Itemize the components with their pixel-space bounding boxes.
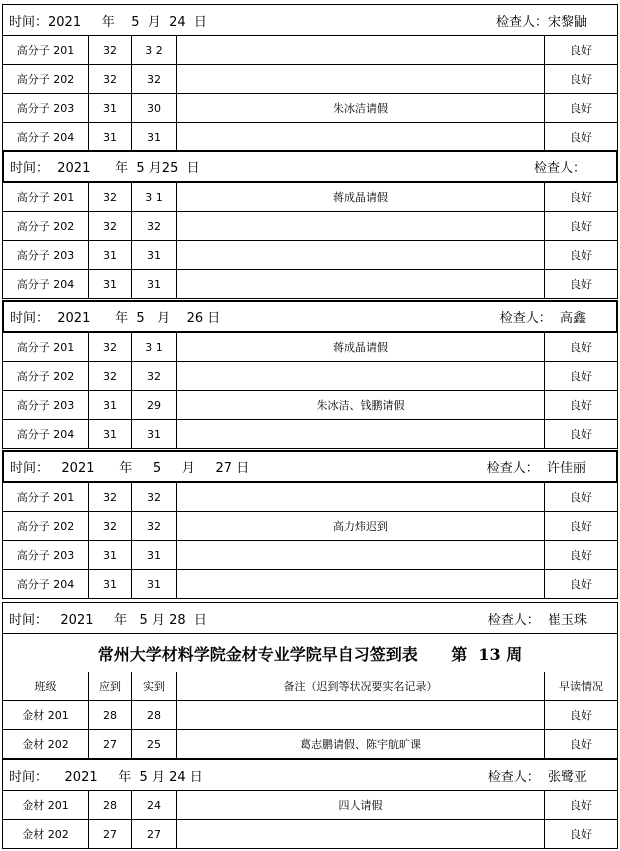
date-label: 时间： 2021 年 5 月 24 日 bbox=[9, 769, 203, 785]
class-cell bbox=[3, 541, 89, 569]
inspector-label: 检查人：宋黎鼬 bbox=[495, 14, 587, 30]
status-cell bbox=[545, 672, 617, 700]
table-row bbox=[2, 512, 618, 541]
expected-cell-text: 31 bbox=[103, 548, 117, 562]
class-cell-text: 高分子 202 bbox=[16, 220, 75, 233]
expected-cell bbox=[89, 94, 132, 122]
note-cell-text: 四人请假 bbox=[338, 799, 383, 812]
status-cell-text: 良好 bbox=[570, 44, 592, 57]
class-cell-text: 金材 201 bbox=[22, 799, 69, 812]
present-cell-text: 31 bbox=[147, 130, 161, 144]
status-cell bbox=[545, 483, 617, 511]
table-row bbox=[2, 241, 618, 270]
note-cell bbox=[177, 241, 545, 269]
present-cell bbox=[132, 420, 177, 448]
inspector-label: 检查人： bbox=[533, 161, 586, 176]
present-cell bbox=[132, 791, 177, 819]
expected-cell bbox=[89, 570, 132, 598]
class-cell bbox=[3, 362, 89, 390]
status-cell bbox=[545, 183, 617, 211]
table-row bbox=[2, 820, 618, 849]
sheet-title: 常州大学材料学院金材专业学院早自习签到表 第 13 周 bbox=[2, 634, 618, 672]
class-cell-text: 高分子 201 bbox=[16, 341, 75, 354]
present-cell-text: 3 2 bbox=[145, 43, 163, 57]
class-cell bbox=[3, 391, 89, 419]
note-cell bbox=[177, 570, 545, 598]
class-cell bbox=[3, 820, 89, 848]
class-cell bbox=[3, 483, 89, 511]
class-cell bbox=[3, 123, 89, 151]
inspector-label: 检查人： 高鑫 bbox=[499, 311, 586, 326]
present-cell-text: 32 bbox=[147, 490, 161, 504]
class-cell-text: 高分子 202 bbox=[16, 520, 75, 533]
expected-cell bbox=[89, 270, 132, 298]
expected-cell-text: 31 bbox=[103, 130, 117, 144]
expected-cell bbox=[89, 820, 132, 848]
status-cell bbox=[545, 701, 617, 729]
present-cell bbox=[132, 333, 177, 361]
table-row bbox=[2, 391, 618, 420]
note-cell bbox=[177, 362, 545, 390]
inspector-label: 检查人： 许佳丽 bbox=[486, 461, 586, 476]
present-cell bbox=[132, 730, 177, 758]
expected-cell bbox=[89, 512, 132, 540]
class-cell bbox=[3, 672, 89, 700]
class-cell-text: 高分子 201 bbox=[16, 44, 75, 57]
table-row bbox=[2, 333, 618, 362]
status-cell bbox=[545, 541, 617, 569]
present-cell-text: 29 bbox=[147, 398, 161, 412]
note-cell-text: 蒋成晶请假 bbox=[333, 341, 388, 354]
column-header-row bbox=[2, 672, 618, 701]
expected-cell bbox=[89, 701, 132, 729]
expected-cell-text: 32 bbox=[103, 340, 117, 354]
class-cell bbox=[3, 212, 89, 240]
status-cell-text: 良好 bbox=[570, 341, 592, 354]
class-cell-text: 高分子 203 bbox=[16, 399, 75, 412]
status-cell bbox=[545, 270, 617, 298]
note-cell-text: 葛志鹏请假、陈宇航旷课 bbox=[300, 738, 421, 751]
status-cell-text: 良好 bbox=[570, 491, 592, 504]
present-cell-text: 实到 bbox=[143, 680, 165, 693]
present-cell-text: 3 1 bbox=[145, 190, 163, 204]
class-cell-text: 高分子 204 bbox=[16, 578, 75, 591]
table-row bbox=[2, 570, 618, 599]
date-label: 时间： 2021 年 5 月 26 日 bbox=[10, 311, 221, 326]
present-cell bbox=[132, 820, 177, 848]
present-cell-text: 31 bbox=[147, 427, 161, 441]
note-cell bbox=[177, 791, 545, 819]
class-cell-text: 高分子 203 bbox=[16, 549, 75, 562]
status-cell bbox=[545, 420, 617, 448]
status-cell-text: 早读情况 bbox=[559, 680, 603, 693]
note-cell bbox=[177, 820, 545, 848]
class-cell-text: 金材 202 bbox=[22, 828, 69, 841]
class-cell-text: 高分子 201 bbox=[16, 491, 75, 504]
present-cell-text: 25 bbox=[147, 737, 161, 751]
class-cell-text: 金材 201 bbox=[22, 709, 69, 722]
note-cell-text: 备注（迟到等状况要实名记录） bbox=[283, 680, 438, 693]
present-cell-text: 31 bbox=[147, 548, 161, 562]
expected-cell-text: 32 bbox=[103, 190, 117, 204]
expected-cell-text: 31 bbox=[103, 577, 117, 591]
table-row bbox=[2, 212, 618, 241]
date-label: 时间： 2021 年 5 月 28 日 bbox=[9, 612, 207, 628]
table-row bbox=[2, 183, 618, 212]
present-cell bbox=[132, 94, 177, 122]
date-header bbox=[2, 602, 618, 634]
date-header bbox=[2, 4, 618, 36]
expected-cell-text: 31 bbox=[103, 277, 117, 291]
note-cell bbox=[177, 672, 545, 700]
status-cell bbox=[545, 791, 617, 819]
status-cell-text: 良好 bbox=[570, 799, 592, 812]
expected-cell bbox=[89, 212, 132, 240]
note-cell bbox=[177, 183, 545, 211]
status-cell bbox=[545, 820, 617, 848]
class-cell bbox=[3, 730, 89, 758]
status-cell-text: 良好 bbox=[570, 428, 592, 441]
status-cell-text: 良好 bbox=[570, 738, 592, 751]
date-header bbox=[2, 759, 618, 791]
present-cell-text: 32 bbox=[147, 519, 161, 533]
class-cell bbox=[3, 65, 89, 93]
date-label: 时间： 2021 年 5 月25 日 bbox=[10, 161, 200, 176]
present-cell bbox=[132, 65, 177, 93]
status-cell bbox=[545, 94, 617, 122]
note-cell-text: 朱冰洁、钱鹏请假 bbox=[316, 399, 405, 412]
table-row bbox=[2, 65, 618, 94]
class-cell bbox=[3, 420, 89, 448]
expected-cell bbox=[89, 483, 132, 511]
present-cell-text: 30 bbox=[147, 101, 161, 115]
present-cell bbox=[132, 183, 177, 211]
present-cell-text: 31 bbox=[147, 277, 161, 291]
note-cell bbox=[177, 541, 545, 569]
expected-cell-text: 28 bbox=[103, 798, 117, 812]
table-row bbox=[2, 541, 618, 570]
expected-cell-text: 31 bbox=[103, 101, 117, 115]
note-cell-text: 朱冰洁请假 bbox=[333, 102, 388, 115]
status-cell-text: 良好 bbox=[570, 249, 592, 262]
present-cell-text: 31 bbox=[147, 577, 161, 591]
present-cell-text: 32 bbox=[147, 369, 161, 383]
present-cell-text: 3 1 bbox=[145, 340, 163, 354]
present-cell bbox=[132, 241, 177, 269]
note-cell bbox=[177, 483, 545, 511]
status-cell-text: 良好 bbox=[570, 520, 592, 533]
present-cell-text: 24 bbox=[147, 798, 161, 812]
status-cell-text: 良好 bbox=[570, 578, 592, 591]
expected-cell bbox=[89, 541, 132, 569]
class-cell-text: 高分子 201 bbox=[16, 191, 75, 204]
status-cell-text: 良好 bbox=[570, 549, 592, 562]
class-cell bbox=[3, 94, 89, 122]
note-cell-text: 蒋成晶请假 bbox=[333, 191, 388, 204]
note-cell bbox=[177, 270, 545, 298]
status-cell-text: 良好 bbox=[570, 191, 592, 204]
table-row bbox=[2, 270, 618, 299]
present-cell bbox=[132, 270, 177, 298]
present-cell bbox=[132, 541, 177, 569]
expected-cell bbox=[89, 123, 132, 151]
status-cell bbox=[545, 65, 617, 93]
present-cell bbox=[132, 570, 177, 598]
status-cell bbox=[545, 362, 617, 390]
expected-cell-text: 32 bbox=[103, 219, 117, 233]
status-cell-text: 良好 bbox=[570, 73, 592, 86]
expected-cell bbox=[89, 420, 132, 448]
present-cell-text: 32 bbox=[147, 219, 161, 233]
class-cell bbox=[3, 36, 89, 64]
expected-cell-text: 31 bbox=[103, 427, 117, 441]
table-row bbox=[2, 791, 618, 820]
note-cell bbox=[177, 333, 545, 361]
present-cell bbox=[132, 391, 177, 419]
expected-cell-text: 32 bbox=[103, 490, 117, 504]
expected-cell bbox=[89, 730, 132, 758]
status-cell bbox=[545, 391, 617, 419]
expected-cell-text: 应到 bbox=[99, 680, 121, 693]
expected-cell bbox=[89, 241, 132, 269]
note-cell bbox=[177, 701, 545, 729]
table-row bbox=[2, 36, 618, 65]
note-cell bbox=[177, 94, 545, 122]
present-cell bbox=[132, 36, 177, 64]
present-cell-text: 27 bbox=[147, 827, 161, 841]
class-cell-text: 高分子 202 bbox=[16, 370, 75, 383]
status-cell-text: 良好 bbox=[570, 102, 592, 115]
status-cell bbox=[545, 333, 617, 361]
note-cell bbox=[177, 391, 545, 419]
table-row bbox=[2, 730, 618, 759]
status-cell-text: 良好 bbox=[570, 278, 592, 291]
class-cell-text: 高分子 204 bbox=[16, 131, 75, 144]
note-cell bbox=[177, 730, 545, 758]
class-cell bbox=[3, 270, 89, 298]
present-cell-text: 28 bbox=[147, 708, 161, 722]
status-cell bbox=[545, 730, 617, 758]
class-cell bbox=[3, 512, 89, 540]
expected-cell bbox=[89, 333, 132, 361]
table-row bbox=[2, 701, 618, 730]
note-cell bbox=[177, 512, 545, 540]
present-cell bbox=[132, 512, 177, 540]
expected-cell bbox=[89, 672, 132, 700]
date-header bbox=[2, 150, 618, 183]
expected-cell bbox=[89, 183, 132, 211]
status-cell-text: 良好 bbox=[570, 131, 592, 144]
status-cell bbox=[545, 241, 617, 269]
note-cell bbox=[177, 65, 545, 93]
status-cell bbox=[545, 123, 617, 151]
present-cell bbox=[132, 701, 177, 729]
class-cell-text: 高分子 203 bbox=[16, 249, 75, 262]
status-cell bbox=[545, 512, 617, 540]
status-cell-text: 良好 bbox=[570, 399, 592, 412]
present-cell bbox=[132, 672, 177, 700]
expected-cell bbox=[89, 65, 132, 93]
class-cell-text: 高分子 204 bbox=[16, 428, 75, 441]
note-cell bbox=[177, 36, 545, 64]
date-label: 时间：2021 年 5 月 24 日 bbox=[9, 14, 207, 30]
class-cell bbox=[3, 183, 89, 211]
date-label: 时间： 2021 年 5 月 27 日 bbox=[10, 461, 250, 476]
status-cell-text: 良好 bbox=[570, 709, 592, 722]
present-cell bbox=[132, 212, 177, 240]
table-row bbox=[2, 94, 618, 123]
note-cell bbox=[177, 420, 545, 448]
class-cell-text: 班级 bbox=[34, 680, 57, 693]
status-cell-text: 良好 bbox=[570, 370, 592, 383]
class-cell bbox=[3, 701, 89, 729]
expected-cell-text: 31 bbox=[103, 398, 117, 412]
present-cell bbox=[132, 123, 177, 151]
class-cell bbox=[3, 791, 89, 819]
class-cell-text: 金材 202 bbox=[22, 738, 69, 751]
expected-cell-text: 32 bbox=[103, 72, 117, 86]
class-cell bbox=[3, 333, 89, 361]
expected-cell-text: 28 bbox=[103, 708, 117, 722]
expected-cell bbox=[89, 791, 132, 819]
inspector-label: 检查人： 崔玉珠 bbox=[487, 612, 587, 628]
present-cell-text: 32 bbox=[147, 72, 161, 86]
note-cell bbox=[177, 123, 545, 151]
status-cell bbox=[545, 36, 617, 64]
date-header bbox=[2, 450, 618, 483]
status-cell bbox=[545, 212, 617, 240]
status-cell-text: 良好 bbox=[570, 828, 592, 841]
expected-cell bbox=[89, 36, 132, 64]
date-header bbox=[2, 300, 618, 333]
inspector-label: 检查人： 张鹭亚 bbox=[487, 769, 587, 785]
class-cell-text: 高分子 202 bbox=[16, 73, 75, 86]
table-row bbox=[2, 362, 618, 391]
table-row bbox=[2, 123, 618, 152]
present-cell-text: 31 bbox=[147, 248, 161, 262]
expected-cell bbox=[89, 391, 132, 419]
table-row bbox=[2, 420, 618, 449]
class-cell-text: 高分子 203 bbox=[16, 102, 75, 115]
expected-cell-text: 32 bbox=[103, 369, 117, 383]
expected-cell-text: 32 bbox=[103, 43, 117, 57]
table-row bbox=[2, 483, 618, 512]
note-cell bbox=[177, 212, 545, 240]
class-cell-text: 高分子 204 bbox=[16, 278, 75, 291]
present-cell bbox=[132, 362, 177, 390]
status-cell-text: 良好 bbox=[570, 220, 592, 233]
expected-cell bbox=[89, 362, 132, 390]
expected-cell-text: 27 bbox=[103, 737, 117, 751]
expected-cell-text: 32 bbox=[103, 519, 117, 533]
expected-cell-text: 27 bbox=[103, 827, 117, 841]
class-cell bbox=[3, 570, 89, 598]
expected-cell-text: 31 bbox=[103, 248, 117, 262]
class-cell bbox=[3, 241, 89, 269]
status-cell bbox=[545, 570, 617, 598]
present-cell bbox=[132, 483, 177, 511]
note-cell-text: 高力炜迟到 bbox=[333, 520, 388, 533]
